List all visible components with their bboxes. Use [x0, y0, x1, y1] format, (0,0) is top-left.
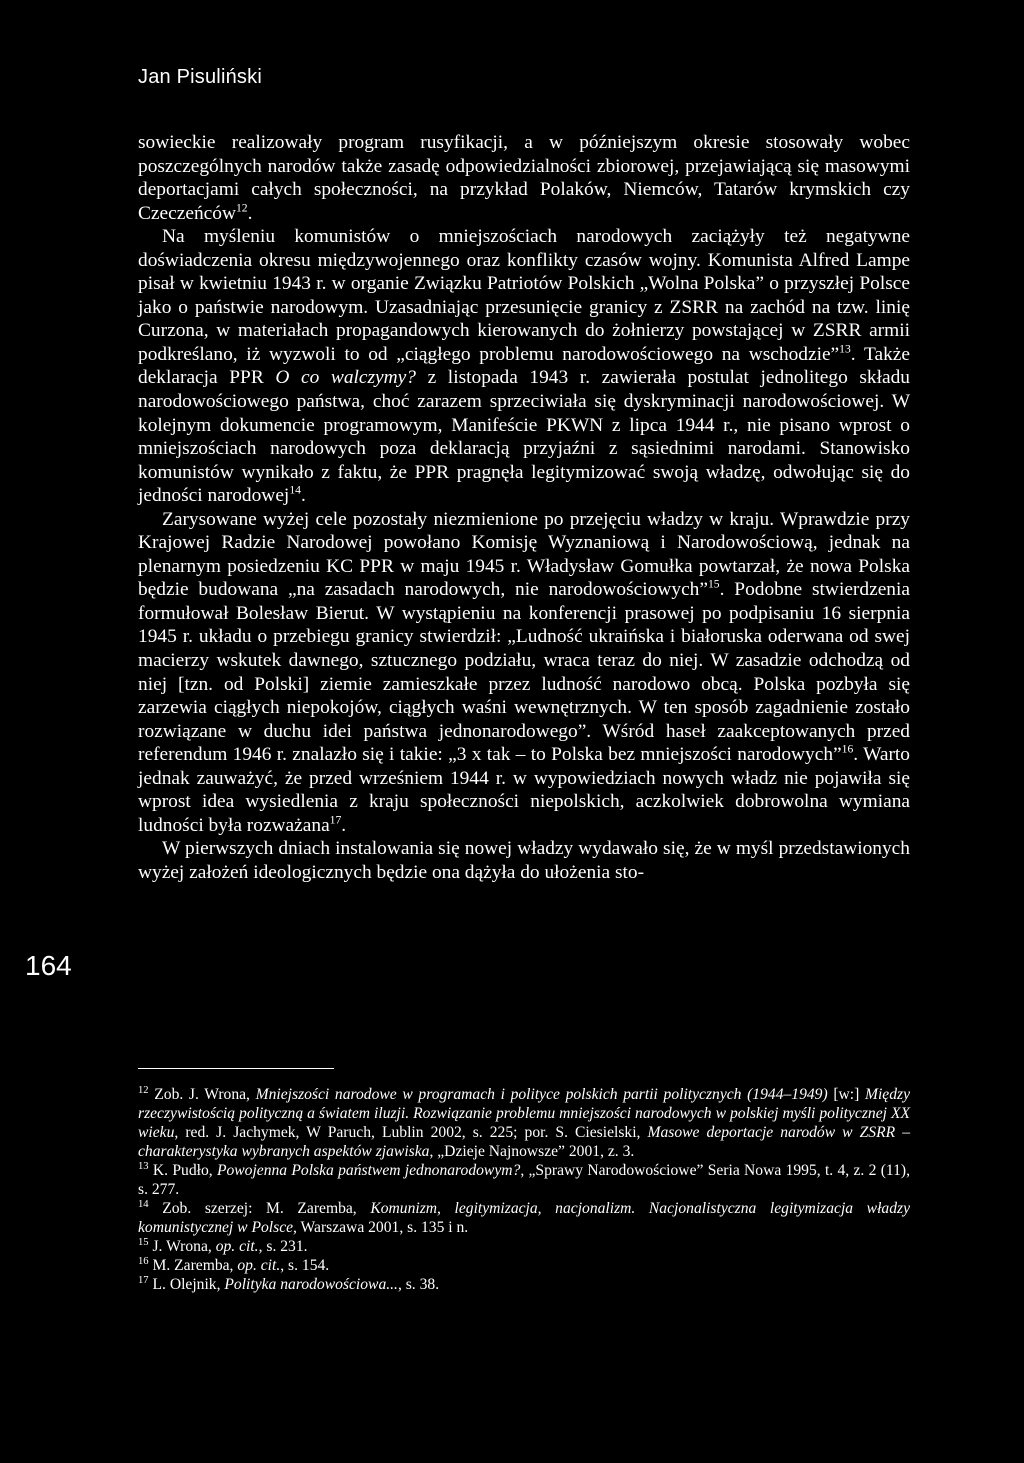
italic-title: O co walczymy?: [275, 367, 416, 389]
footnote-number: 14: [138, 1198, 149, 1210]
paragraph-text: .: [300, 485, 306, 507]
page-number: 164: [25, 950, 72, 981]
footnote-text: Zob. J. Wrona,: [148, 1086, 256, 1103]
paragraph-1: [138, 131, 910, 225]
footnote-text: K. Pudło,: [148, 1162, 217, 1179]
footnote-number: 15: [138, 1236, 149, 1248]
footnote-text: , s. 231.: [258, 1238, 308, 1255]
footnote-13: [138, 1161, 910, 1199]
footnote-number: 12: [138, 1084, 149, 1096]
paragraph-text: Zarysowane wyżej cele pozostały niezmienione po przejęciu władzy w kraju. Wprawdzie przy Krajowej Radzie Narodowej powołano Komisję Wyznaniową i Narodowościową, jednak na plenarnym posiedzeniu KC PPR w maju 1945 r. Władysław Gomułka powtarzał, że nowa Polska będzie budowana „na zasadach narodowych, nie narodowościowych”: [138, 508, 910, 601]
body-text: [138, 131, 910, 885]
footnote-15: [138, 1237, 910, 1256]
footnote-italic: Powojenna Polska państwem jednonarodowym?: [216, 1162, 521, 1179]
footnote-ref-13[interactable]: 13: [839, 342, 851, 356]
footnote-text: Zob. szerzej: M. Zaremba,: [148, 1200, 371, 1217]
paragraph-text: . Warto jednak zauważyć, że przed wrześniem 1944 r. w wypowiedziach nowych władz nie pojawiła się wprost idea wysiedlenia z kraju społeczności niepolskich, aczkolwiek dobrowolna wymiana ludności była rozważana: [138, 744, 910, 836]
running-head-author: Jan Pisuliński: [138, 66, 262, 88]
paragraph-text: sowieckie realizowały program rusyfikacji, a w późniejszym okresie stosowały wobec poszczególnych narodów także zasadę odpowiedzialności zbiorowej, przejawiającą się masowymi deportacjami całych społeczności, na przykład Polaków, Niemców, Tatarów krymskich czy Czeczeńców: [138, 132, 910, 224]
paragraph-text: . Podobne stwierdzenia formułował Bolesław Bierut. W wystąpieniu na konferencji prasowej po podpisaniu 16 sierpnia 1945 r. układu o przebiegu granicy stwierdził: „Ludność ukraińska i białoruska oderwana od swej macierzy wskutek dawnego, sztucznego podziału, wraca teraz do niej. W zasadzie odchodzą od niej [tzn. od Polski] ziemie zamieszkałe przez ludność narodowo obcą. Polska pozbyła się zarzewia ciągłych niepokojów, ciągłych waśni wewnętrznych. W ten sposób zagadnienie zostało rozwiązane w duchu idei państwa jednonarodowego”. Wśród haseł zaakceptowanych przed referendum 1946 r. znalazło się i takie: „3 x tak – to Polska bez mniejszości narodowych”: [138, 579, 910, 766]
paragraph-text: W pierwszych dniach instalowania się nowej władzy wydawało się, że w myśl przedstawionych wyżej założeń ideologicznych będzie ona dążyła do ułożenia sto-: [138, 838, 910, 883]
footnote-12: [138, 1085, 910, 1161]
footnote-italic: Masowe deportacje narodów w ZSRR – charakterystyka wybranych aspektów zjawiska: [138, 1124, 910, 1160]
footnote-text: , „Sprawy Narodowościowe” Seria Nowa 1995, t. 4, z. 2 (11), s. 277.: [138, 1162, 910, 1198]
footnote-ref-15[interactable]: 15: [707, 577, 720, 591]
footnote-text: , Warszawa 2001, s. 135 i n.: [293, 1219, 469, 1236]
footnote-text: , red. J. Jachymek, W Paruch, Lublin 2002, s. 225; por. S. Ciesielski,: [174, 1124, 648, 1141]
footnotes: [138, 1085, 910, 1294]
footnote-ref-16[interactable]: 16: [841, 742, 854, 756]
footnote-ref-14[interactable]: 14: [289, 483, 301, 497]
footnote-text: M. Zaremba,: [148, 1257, 238, 1274]
footnote-separator-rule: [138, 1068, 334, 1069]
footnote-italic: Polityka narodowościowa...: [224, 1276, 398, 1293]
footnote-italic: Między rzeczywistością polityczną a światem iluzji. Rozwiązanie problemu mniejszości narodowych w polskiej myśli politycznej XX wieku: [138, 1086, 911, 1141]
footnote-italic: Komunizm, legitymizacja, nacjonalizm. Nacjonalistyczna legitymizacja władzy komunistycznej w Polsce: [138, 1200, 910, 1236]
footnote-16: [138, 1256, 910, 1275]
footnote-italic: op. cit.: [215, 1238, 259, 1255]
paragraph-text: z listopada 1943 r. zawierała postulat jednolitego składu narodowościowego państwa, choć zarazem sprzeciwiała się dyskryminacji narodowościowej. W kolejnym dokumencie programowym, Manifeście PKWN z lipca 1944 r., nie pisano wprost o mniejszościach narodowych poza deklaracją przyjaźni z sąsiednimi narodami. Stanowisko komunistów wynikało z faktu, że PPR pragnęła legitymizować swoją władzę, odwołując się do jedności narodowej: [138, 367, 910, 507]
footnote-ref-12[interactable]: 12: [235, 201, 248, 215]
footnote-text: , s. 38.: [397, 1276, 440, 1293]
paragraph-2: [138, 225, 910, 508]
footnote-ref-17[interactable]: 17: [329, 813, 342, 827]
paragraph-text: Na myśleniu komunistów o mniejszościach narodowych zaciążyły też negatywne doświadczenia okresu międzywojennego oraz konflikty czasów wojny. Komunista Alfred Lampe pisał w kwietniu 1943 r. w organie Związku Patriotów Polskich „Wolna Polska” o przyszłej Polsce jako o państwie narodowym. Uzasadniając przesunięcie granicy z ZSRR na zachód na tzw. linię Curzona, w materiałach propagandowych kierowanych do żołnierzy powstającej w ZSRR armii podkreślano, iż wyzwoli to od „ciągłego problemu narodowościowego na wschodzie”: [138, 226, 910, 365]
footnote-italic: Mniejszości narodowe w programach i polityce polskich partii politycznych (1944–1949): [255, 1086, 828, 1103]
footnote-text: J. Wrona,: [148, 1238, 216, 1255]
footnote-17: [138, 1275, 910, 1294]
footnote-number: 16: [138, 1255, 149, 1267]
paragraph-4: [138, 837, 910, 884]
footnote-number: 13: [138, 1160, 149, 1172]
footnote-text: , s. 154.: [280, 1257, 330, 1274]
footnote-14: [138, 1199, 910, 1237]
footnote-text: L. Olejnik,: [148, 1276, 225, 1293]
paragraph-text: . Także deklaracja PPR: [138, 343, 910, 389]
footnote-italic: op. cit.: [237, 1257, 281, 1274]
footnote-number: 17: [138, 1274, 149, 1286]
footnote-text: , „Dzieje Najnowsze” 2001, z. 3.: [429, 1143, 635, 1160]
paragraph-3: [138, 508, 910, 838]
footnote-text: [w:]: [827, 1086, 865, 1103]
paragraph-text: .: [247, 202, 253, 224]
paragraph-text: .: [341, 814, 347, 836]
